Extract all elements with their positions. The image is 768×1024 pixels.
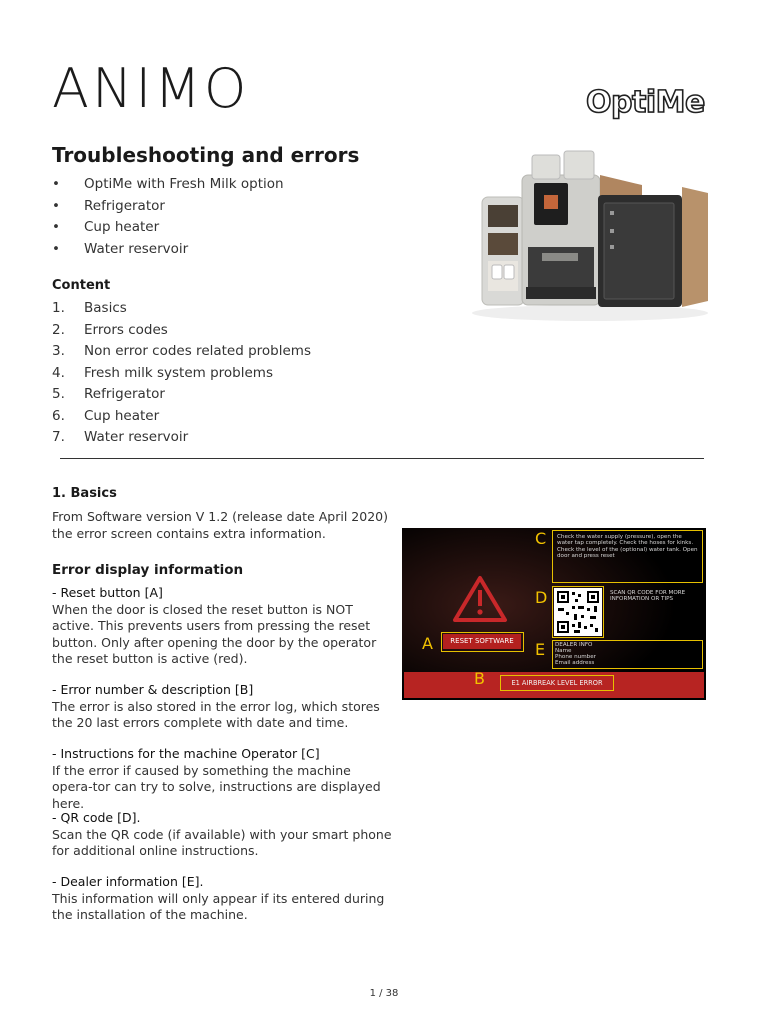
section-body: Scan the QR code (if available) with your smart phone for additional online instructions. <box>52 826 392 858</box>
dealer-name: Name <box>555 648 572 654</box>
error-screen-image <box>402 528 706 700</box>
section-heading-basics: 1. Basics <box>52 486 117 501</box>
qr-caption: SCAN QR CODE FOR MORE INFORMATION OR TIPS <box>610 590 686 603</box>
list-item: • Refrigerator <box>52 197 165 214</box>
section-title: - Error number & description [B] <box>52 682 254 697</box>
label-b: B <box>474 669 485 688</box>
table-of-contents <box>52 298 311 449</box>
product-list <box>52 174 284 260</box>
section-body: The error is also stored in the error log, which stores the 20 last errors complete with date and time. <box>52 698 380 730</box>
content-heading: Content <box>52 278 111 293</box>
section-title: - QR code [D]. <box>52 810 141 825</box>
dealer-info-heading: DEALER INFO <box>555 642 593 648</box>
section-qr-code <box>52 810 392 860</box>
animo-logo: ANIMO <box>52 57 250 120</box>
section-title: - Dealer information [E]. <box>52 874 204 889</box>
toc-item: 6. Cup heater <box>52 407 160 424</box>
warning-icon <box>452 574 508 624</box>
label-c: C <box>535 529 547 548</box>
instructions-box <box>552 530 703 583</box>
reset-highlight <box>441 632 524 652</box>
toc-item: 7. Water reservoir <box>52 429 189 445</box>
dealer-email: Email address <box>555 660 595 666</box>
section-title: - Instructions for the machine Operator [C] <box>52 746 320 761</box>
instructions-text: Check the water supply (pressure), open the water tap completely. Check the hoses for kinks. Check the level of the (optional) water tank. Open door and press reset <box>557 534 698 560</box>
page-number: 1 / 38 <box>369 988 399 999</box>
section-error-number <box>52 682 392 732</box>
toc-item: 5. Refrigerator <box>52 386 165 402</box>
page-title: Troubleshooting and errors <box>52 143 360 167</box>
reset-software-button: RESET SOFTWARE <box>443 634 521 649</box>
error-description: E1 AIRBREAK LEVEL ERROR <box>500 675 614 691</box>
list-item: • OptiMe with Fresh Milk option <box>52 176 284 192</box>
error-bar <box>404 669 704 698</box>
toc-item: 3. Non error codes related problems <box>52 343 311 359</box>
section-title: - Reset button [A] <box>52 585 163 600</box>
label-a: A <box>422 634 433 653</box>
qr-code-icon <box>554 588 602 636</box>
coffee-machine-image <box>462 145 718 325</box>
toc-item: 2. Errors codes <box>52 321 168 338</box>
divider <box>60 458 704 459</box>
label-d: D <box>535 588 548 607</box>
list-item: • Water reservoir <box>52 240 189 257</box>
dealer-phone: Phone number <box>555 654 596 660</box>
basics-intro: From Software version V 1.2 (release date April 2020) the error screen contains extra information. <box>52 509 388 541</box>
dealer-box <box>552 640 703 669</box>
section-body: This information will only appear if its entered during the installation of the machine. <box>52 890 385 922</box>
section-dealer-info <box>52 874 392 924</box>
section-body: When the door is closed the reset button is NOT active. This prevents users from pressing the reset button. Only after opening the door by the operator the reset button is active (red). <box>52 601 377 666</box>
error-display-heading: Error display information <box>52 562 244 578</box>
list-item: • Cup heater <box>52 219 160 235</box>
qr-box <box>552 586 604 638</box>
toc-item: 4. Fresh milk system problems <box>52 364 273 381</box>
section-reset-button <box>52 585 392 668</box>
optime-logo: OptiMe <box>586 85 705 120</box>
toc-item: 1. Basics <box>52 300 127 316</box>
section-instructions <box>52 746 392 812</box>
label-e: E <box>535 640 546 659</box>
section-body: If the error if caused by something the machine opera-tor can try to solve, instructions are displayed here. <box>52 762 381 811</box>
